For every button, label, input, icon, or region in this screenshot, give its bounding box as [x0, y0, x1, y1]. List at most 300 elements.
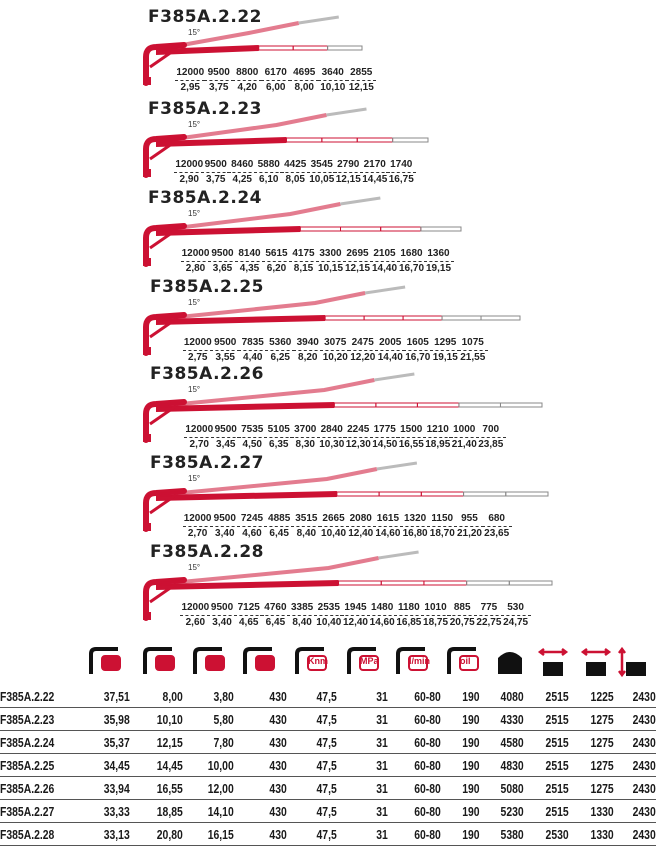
boom-extension: [328, 46, 362, 50]
spec-value: 47,5: [316, 758, 338, 773]
load-value: 12000: [183, 337, 212, 348]
spec-value: 190: [461, 735, 480, 750]
reach-value: 14,40: [377, 352, 403, 363]
spec-value: 190: [461, 758, 480, 773]
boom-extension: [293, 46, 327, 50]
boom-angle-label: 15°: [188, 385, 201, 394]
load-value: 9500: [204, 159, 227, 170]
load-cell: [459, 337, 487, 364]
spec-icon-row: [0, 640, 656, 680]
load-cell: [319, 67, 348, 94]
spec-value: 4830: [500, 758, 524, 773]
spec-value: 60-80: [414, 735, 441, 750]
spec-model-name: F385A.2.28: [0, 827, 55, 842]
load-cell: [263, 248, 290, 275]
spec-value: 31: [376, 781, 388, 796]
load-value: 3940: [296, 337, 319, 348]
divider-dashes: [427, 526, 457, 527]
spec-value: 31: [376, 735, 388, 750]
divider-dashes: [237, 437, 267, 438]
spec-value: 60-80: [414, 827, 441, 842]
spec-value: 14,45: [156, 758, 183, 773]
spec-value: 2515: [545, 689, 569, 704]
divider-dashes: [264, 437, 294, 438]
spec-value: 60-80: [414, 758, 441, 773]
load-value: 8140: [238, 248, 261, 259]
crane-model-title: F385A.2.28: [150, 542, 264, 562]
crane-model-title: F385A.2.23: [148, 99, 262, 119]
load-value: 2790: [337, 159, 360, 170]
icon-label: oil: [460, 656, 471, 666]
load-cell: [456, 513, 483, 540]
spec-value: 1330: [590, 827, 614, 842]
spec-value: 37,51: [103, 689, 130, 704]
load-value: 12000: [183, 513, 212, 524]
load-value: 6170: [264, 67, 287, 78]
crane-diagram: [0, 275, 656, 361]
hydraulic-outreach-icon: [142, 644, 178, 678]
load-value: 2855: [350, 67, 373, 78]
load-value: 1500: [400, 424, 423, 435]
spec-row: [0, 754, 656, 777]
load-value: 12000: [185, 424, 214, 435]
spec-model-name: F385A.2.26: [0, 781, 55, 796]
divider-dashes: [348, 350, 378, 351]
reach-value: 12,30: [345, 439, 371, 450]
spec-value: 1275: [590, 735, 614, 750]
boom-extension: [424, 581, 467, 585]
divider-dashes: [293, 350, 323, 351]
divider-dashes: [183, 350, 213, 351]
spec-value: 10,00: [207, 758, 234, 773]
reach-value: 4,60: [242, 528, 262, 539]
folded-height-icon: [618, 644, 654, 678]
reach-value: 21,20: [456, 528, 482, 539]
spec-value: 47,5: [316, 712, 338, 727]
weight-icon: [492, 644, 528, 678]
spec-model-name: F385A.2.24: [0, 735, 55, 750]
load-value: 2105: [373, 248, 396, 259]
load-value: 1360: [427, 248, 450, 259]
divider-dashes: [482, 526, 512, 527]
load-cell: [182, 602, 209, 629]
reach-value: 21,55: [460, 352, 486, 363]
reach-value: 3,40: [215, 528, 235, 539]
divider-dashes: [235, 261, 265, 262]
load-cell: [317, 248, 344, 275]
reach-value: 10,05: [309, 174, 335, 185]
load-cell: [209, 602, 236, 629]
reach-value: 18,75: [423, 617, 449, 628]
load-cell: [342, 602, 369, 629]
load-cell: [213, 424, 240, 451]
load-chart: [186, 424, 504, 451]
boom-extension: [417, 403, 459, 407]
boom-extension: [376, 403, 418, 407]
divider-dashes: [317, 437, 347, 438]
icon-label: MPa: [360, 656, 379, 666]
load-cell: [212, 337, 240, 364]
reach-value: 16,85: [396, 617, 422, 628]
reach-value: 4,25: [232, 174, 252, 185]
boom-extension: [364, 316, 403, 320]
load-value: 1295: [434, 337, 457, 348]
divider-dashes: [237, 526, 267, 527]
slewing-angle-icon: [242, 644, 278, 678]
reach-value: 6,35: [269, 439, 289, 450]
reach-value: 8,40: [296, 528, 317, 539]
load-value: 1180: [397, 602, 420, 613]
divider-dashes: [474, 615, 504, 616]
boom-extension: [467, 581, 510, 585]
spec-value: 5080: [500, 781, 524, 796]
load-cell: [502, 602, 529, 629]
reach-value: 20,75: [449, 617, 475, 628]
divider-dashes: [375, 350, 405, 351]
crane-base: [143, 169, 151, 177]
load-cell: [404, 337, 432, 364]
load-cell: [398, 248, 425, 275]
reach-value: 6,45: [265, 617, 286, 628]
divider-dashes: [367, 615, 397, 616]
divider-dashes: [319, 526, 349, 527]
reach-value: 6,10: [259, 174, 279, 185]
load-cell: [176, 159, 203, 186]
reach-value: 2,70: [189, 439, 209, 450]
divider-dashes: [340, 615, 370, 616]
divider-dashes: [316, 261, 346, 262]
spec-row: [0, 777, 656, 800]
load-cell: [184, 337, 212, 364]
load-value: 2535: [317, 602, 340, 613]
load-value: 3700: [294, 424, 317, 435]
load-cell: [262, 67, 291, 94]
divider-dashes: [430, 350, 460, 351]
load-cell: [478, 424, 505, 451]
load-cell: [422, 602, 449, 629]
divider-dashes: [421, 615, 451, 616]
load-cell: [176, 67, 205, 94]
load-cell: [322, 337, 350, 364]
divider-dashes: [280, 172, 310, 173]
pressure-icon: [346, 644, 382, 678]
boom-angle-label: 15°: [188, 298, 201, 307]
divider-dashes: [210, 350, 240, 351]
crane-diagram: [0, 186, 656, 272]
load-chart: [176, 159, 415, 186]
load-cell: [294, 337, 322, 364]
boom-angle-label: 15°: [188, 474, 201, 483]
reach-value: 6,00: [266, 82, 286, 93]
divider-dashes: [458, 350, 488, 351]
oil-tank-icon: [446, 644, 482, 678]
load-cell: [398, 424, 425, 451]
spec-value: 430: [268, 735, 287, 750]
load-cell: [371, 248, 398, 275]
reach-value: 10,40: [316, 617, 342, 628]
raised-boom-tip: [374, 374, 414, 380]
spec-value: 1225: [590, 689, 614, 704]
divider-dashes: [501, 615, 531, 616]
raised-boom-tip: [377, 463, 417, 469]
load-cell: [362, 159, 389, 186]
crane-base: [143, 612, 151, 620]
load-value: 2170: [363, 159, 386, 170]
spec-value: 14,10: [207, 804, 234, 819]
spec-value: 20,80: [156, 827, 183, 842]
load-value: 1740: [390, 159, 413, 170]
load-value: 1320: [403, 513, 427, 524]
reach-value: 12,15: [335, 174, 361, 185]
load-value: 12000: [176, 67, 205, 78]
spec-value: 60-80: [414, 712, 441, 727]
crane-model-title: F385A.2.26: [150, 364, 264, 384]
spec-row: [0, 685, 656, 708]
boom-extension: [442, 316, 481, 320]
divider-dashes: [204, 80, 234, 81]
divider-dashes: [333, 172, 363, 173]
reach-value: 12,15: [344, 263, 371, 274]
reach-value: 8,20: [298, 352, 318, 363]
spec-value: 60-80: [414, 781, 441, 796]
boom-extension: [381, 227, 421, 231]
load-value: 9500: [214, 337, 237, 348]
divider-dashes: [289, 80, 319, 81]
load-value: 1680: [400, 248, 423, 259]
boom-extension: [322, 138, 357, 142]
reach-value: 4,40: [243, 352, 263, 363]
load-value: 1210: [426, 424, 449, 435]
load-cell: [262, 602, 289, 629]
load-value: 12000: [181, 602, 210, 613]
spec-value: 2430: [632, 758, 656, 773]
divider-dashes: [346, 526, 376, 527]
load-value: 5880: [257, 159, 280, 170]
boom-extension: [421, 492, 463, 496]
load-value: 7535: [241, 424, 264, 435]
divider-dashes: [183, 526, 213, 527]
spec-value: 31: [376, 804, 388, 819]
boom-extension: [506, 492, 548, 496]
spec-value: 430: [268, 758, 287, 773]
load-cell: [319, 424, 346, 451]
divider-dashes: [289, 261, 319, 262]
folded-width-icon: [578, 644, 614, 678]
reach-value: 21,40: [451, 439, 477, 450]
divider-dashes: [360, 172, 390, 173]
load-cell: [315, 602, 342, 629]
load-cell: [347, 67, 376, 94]
load-cell: [290, 67, 319, 94]
load-value: 885: [453, 602, 471, 613]
divider-dashes: [265, 350, 295, 351]
boom-extension: [464, 492, 506, 496]
reach-value: 2,80: [185, 263, 206, 274]
raised-boom: [160, 204, 340, 230]
spec-value: 2430: [632, 804, 656, 819]
load-value: 2695: [346, 248, 369, 259]
spec-value: 430: [268, 712, 287, 727]
divider-dashes: [174, 172, 204, 173]
spec-value: 2515: [545, 735, 569, 750]
spec-value: 430: [268, 781, 287, 796]
load-cell: [282, 159, 309, 186]
reach-value: 3,40: [212, 617, 232, 628]
load-cell: [292, 424, 319, 451]
spec-value: 2515: [545, 804, 569, 819]
reach-value: 14,60: [369, 617, 395, 628]
load-value: 7125: [237, 602, 260, 613]
reach-value: 14,60: [375, 528, 401, 539]
load-cell: [396, 602, 423, 629]
spec-value: 190: [461, 804, 480, 819]
spec-value: 3,80: [213, 689, 234, 704]
load-cell: [233, 67, 262, 94]
spec-value: 2515: [545, 758, 569, 773]
spec-value: 60-80: [414, 804, 441, 819]
reach-value: 22,75: [476, 617, 502, 628]
reach-value: 3,65: [212, 263, 233, 274]
boom-extension: [300, 227, 340, 231]
divider-dashes: [423, 437, 453, 438]
raised-boom: [160, 293, 365, 319]
reach-value: 10,30: [319, 439, 345, 450]
crane-model-title: F385A.2.22: [148, 7, 262, 27]
spec-model-name: F385A.2.25: [0, 758, 55, 773]
load-cell: [388, 159, 415, 186]
load-value: 12000: [181, 248, 210, 259]
divider-dashes: [397, 261, 427, 262]
load-cell: [476, 602, 503, 629]
spec-value: 5,80: [213, 712, 234, 727]
boom-extension: [334, 403, 376, 407]
load-value: 2080: [349, 513, 372, 524]
divider-dashes: [370, 261, 400, 262]
load-value: 2665: [322, 513, 345, 524]
icon-label: l/min: [409, 656, 431, 666]
load-cell: [290, 248, 317, 275]
load-chart: [184, 337, 487, 364]
load-value: 1075: [461, 337, 484, 348]
reach-value: 8,40: [292, 617, 312, 628]
load-value: 3545: [310, 159, 333, 170]
boom-angle-label: 15°: [188, 120, 201, 129]
divider-dashes: [307, 172, 337, 173]
spec-value: 16,15: [207, 827, 234, 842]
crane-diagram: [0, 5, 656, 91]
divider-dashes: [476, 437, 506, 438]
load-cell: [236, 248, 263, 275]
reach-value: 4,20: [237, 82, 257, 93]
load-cell: [205, 67, 234, 94]
reach-value: 18,70: [429, 528, 455, 539]
boom-extension: [403, 316, 442, 320]
raised-boom: [160, 380, 374, 406]
load-value: 5615: [265, 248, 288, 259]
load-cell: [238, 513, 265, 540]
reach-value: 2,75: [188, 352, 208, 363]
spec-value: 35,98: [103, 712, 130, 727]
divider-dashes: [181, 261, 211, 262]
crane-diagram: [0, 540, 656, 626]
load-cell: [186, 424, 213, 451]
raised-boom-tip: [365, 287, 405, 293]
spec-row: [0, 731, 656, 754]
divider-dashes: [396, 437, 426, 438]
divider-dashes: [314, 615, 344, 616]
spec-value: 33,33: [103, 804, 130, 819]
reach-value: 16,80: [402, 528, 428, 539]
boom-extension: [379, 492, 421, 496]
load-value: 9500: [214, 424, 237, 435]
reach-value: 4,50: [242, 439, 262, 450]
row-divider: [0, 822, 656, 823]
divider-dashes: [454, 526, 484, 527]
spec-value: 10,10: [156, 712, 183, 727]
spec-value: 2530: [545, 827, 569, 842]
divider-dashes: [208, 261, 238, 262]
reach-value: 6,45: [269, 528, 289, 539]
load-value: 4175: [292, 248, 315, 259]
spec-value: 190: [461, 712, 480, 727]
boom-extension: [339, 581, 382, 585]
divider-dashes: [184, 437, 214, 438]
reach-value: 16,70: [398, 263, 425, 274]
crane-diagram: [0, 97, 656, 183]
reach-value: 12,15: [348, 82, 374, 93]
load-cell: [293, 513, 320, 540]
load-cell: [209, 248, 236, 275]
reach-value: 12,40: [348, 528, 374, 539]
spec-value: 35,37: [103, 735, 130, 750]
reach-value: 3,45: [216, 439, 236, 450]
load-value: 9500: [210, 602, 234, 613]
crane-model-title: F385A.2.24: [148, 188, 262, 208]
load-cell: [372, 424, 399, 451]
load-value: 1010: [424, 602, 447, 613]
spec-value: 33,94: [103, 781, 130, 796]
boom-extension: [341, 227, 381, 231]
boom-extension: [421, 227, 461, 231]
crane-model-title: F385A.2.25: [150, 277, 264, 297]
spec-value: 47,5: [316, 689, 338, 704]
boom-extension: [259, 46, 293, 50]
spec-value: 1275: [590, 758, 614, 773]
spec-value: 47,5: [316, 804, 338, 819]
load-value: 1480: [371, 602, 394, 613]
spec-value: 8,00: [162, 689, 183, 704]
divider-dashes: [447, 615, 477, 616]
divider-dashes: [210, 526, 240, 527]
spec-row: [0, 823, 656, 846]
divider-dashes: [261, 80, 291, 81]
spec-row: [0, 800, 656, 823]
reach-value: 6,20: [266, 263, 287, 274]
reach-value: 23,85: [478, 439, 504, 450]
spec-value: 31: [376, 689, 388, 704]
load-cell: [256, 159, 283, 186]
load-cell: [266, 424, 293, 451]
spec-value: 47,5: [316, 781, 338, 796]
load-value: 7245: [240, 513, 264, 524]
spec-value: 2430: [632, 735, 656, 750]
load-cell: [211, 513, 238, 540]
load-cell: [203, 159, 230, 186]
row-divider: [0, 845, 656, 846]
reach-value: 10,40: [321, 528, 347, 539]
crane-base: [143, 258, 151, 266]
flow-icon: [395, 644, 431, 678]
